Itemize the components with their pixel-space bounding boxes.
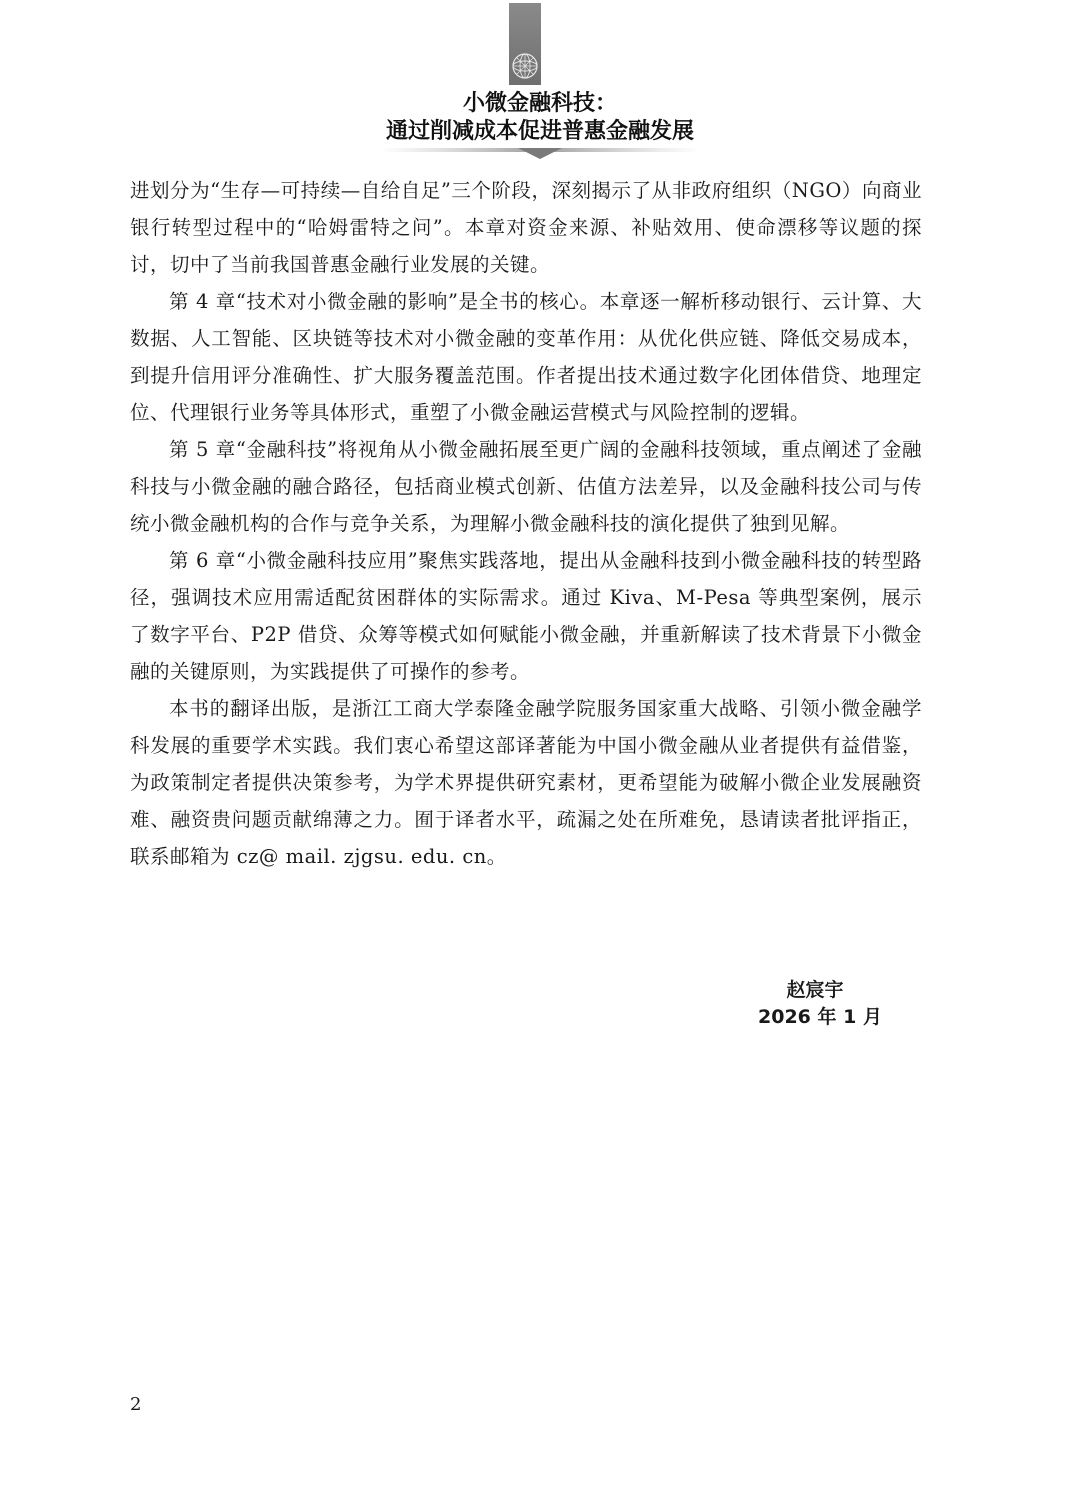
page-number: 2 — [130, 1394, 142, 1415]
paragraph-2: 第 4 章“技术对小微金融的影响”是全书的核心。本章逐一解析移动银行、云计算、大数据、人工智能、区块链等技术对小微金融的变革作用：从优化供应链、降低交易成本，到提升信用评分准确性、扩大服务覆盖范围。作者提出技术通过数字化团体借贷、地理定位、代理银行业务等具体形式，重塑了小微金融运营模式与风险控制的逻辑。 — [130, 290, 922, 424]
paragraph-3: 第 5 章“金融科技”将视角从小微金融拓展至更广阔的金融科技领域，重点阐述了金融科技与小微金融的融合路径，包括商业模式创新、估值方法差异，以及金融科技公司与传统小微金融机构的合作与竞争关系，为理解小微金融科技的演化提供了独到见解。 — [130, 438, 922, 535]
signature-date: 2026 年 1 月 — [758, 1006, 882, 1028]
header-divider — [380, 146, 700, 160]
book-title-line1: 小微金融科技： — [462, 91, 617, 116]
paragraph-5: 本书的翻译出版，是浙江工商大学泰隆金融学院服务国家重大战略、引领小微金融学科发展的重要学术实践。我们衷心希望这部译著能为中国小微金融从业者提供有益借鉴，为政策制定者提供决策参考，为学术界提供研究素材，更希望能为破解小微企业发展融资难、融资贵问题贡献绵薄之力。囿于译者水平，疏漏之处在所难免，恳请读者批评指正，联系邮箱为 cz@ mail. zjgsu. edu. cn。 — [130, 697, 922, 868]
book-title-line2: 通过削减成本促进普惠金融发展 — [385, 119, 694, 144]
header-tab — [509, 3, 541, 85]
author-name: 赵宸宇 — [786, 979, 844, 1001]
paragraph-1: 进划分为“生存—可持续—自给自足”三个阶段，深刻揭示了从非政府组织（NGO）向商业银行转型过程中的“哈姆雷特之问”。本章对资金来源、补贴效用、使命漂移等议题的探讨，切中了当前我国普惠金融行业发展的关键。 — [130, 179, 922, 276]
paragraph-4: 第 6 章“小微金融科技应用”聚焦实践落地，提出从金融科技到小微金融科技的转型路径，强调技术应用需适配贫困群体的实际需求。通过 Kiva、M-Pesa 等典型案例，展示了数字平台、P2P 借贷、众筹等模式如何赋能小微金融，并重新解读了技术背景下小微金融的关键原则，为实践提供了可操作的参考。 — [130, 549, 922, 683]
body-text — [130, 172, 922, 875]
globe-icon — [509, 47, 541, 85]
